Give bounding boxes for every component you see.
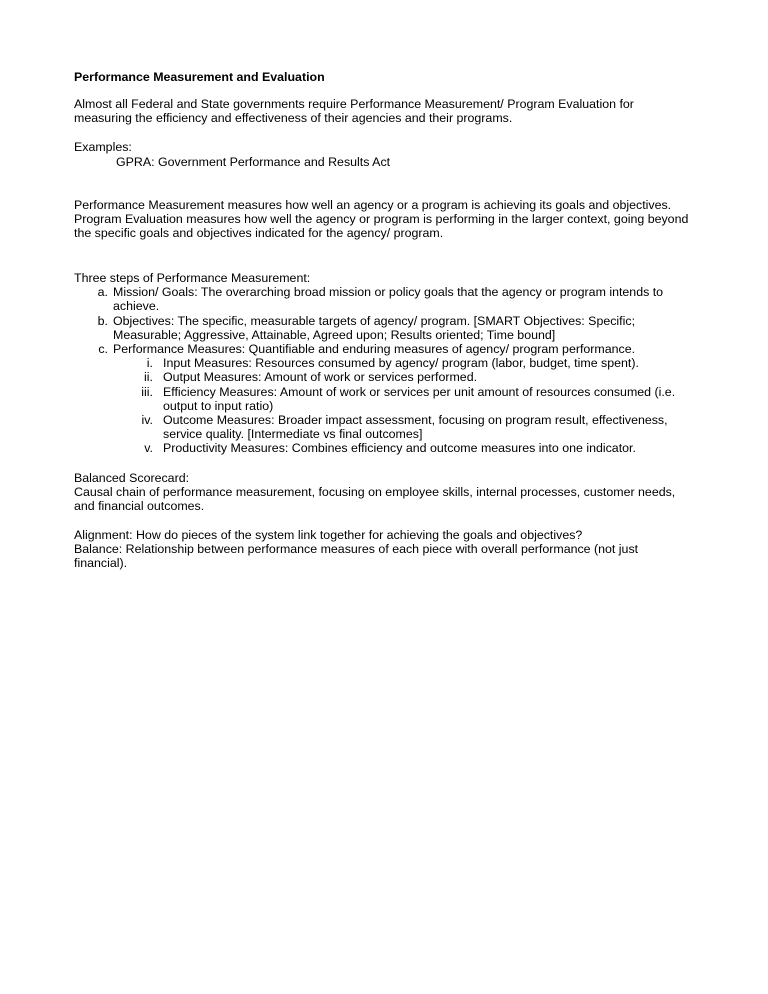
sub-list-item-text: service quality. [Intermediate vs final outcomes] bbox=[163, 427, 423, 442]
definition-line: the specific goals and objectives indicated for the agency/ program. bbox=[74, 226, 444, 241]
definitions-paragraph bbox=[74, 198, 714, 241]
document-title: Performance Measurement and Evaluation bbox=[74, 70, 325, 84]
list-marker: b. bbox=[97, 313, 108, 328]
examples-label: Examples: bbox=[74, 140, 132, 154]
alignment-line: Balance: Relationship between performance measures of each piece with overall performance (not just bbox=[74, 542, 639, 557]
list-marker: a. bbox=[97, 285, 108, 300]
steps-heading: Three steps of Performance Measurement: bbox=[74, 271, 311, 285]
sub-list-item bbox=[74, 441, 699, 455]
sub-list-item bbox=[74, 370, 699, 384]
intro-line: measuring the efficiency and effectiveness of their agencies and their programs. bbox=[74, 111, 513, 126]
sub-list-marker: iv. bbox=[141, 413, 153, 428]
list-marker: c. bbox=[98, 342, 108, 357]
sub-list-marker: i. bbox=[146, 356, 153, 371]
list-item-text: achieve. bbox=[113, 299, 160, 314]
sub-list-item bbox=[74, 356, 699, 370]
sub-list-item-text: Input Measures: Resources consumed by agency/ program (labor, budget, time spent). bbox=[163, 356, 639, 371]
balanced-scorecard-line: and financial outcomes. bbox=[74, 499, 205, 514]
sub-list-marker: v. bbox=[144, 441, 153, 456]
sub-list-item-text: Outcome Measures: Broader impact assessment, focusing on program result, effectiveness, bbox=[163, 413, 668, 428]
list-item-text: Objectives: The specific, measurable targets of agency/ program. [SMART Objectives: Specific; bbox=[113, 313, 636, 328]
list-item-text: Mission/ Goals: The overarching broad mission or policy goals that the agency or program intends to bbox=[113, 285, 664, 300]
sub-list-item-text: output to input ratio) bbox=[163, 398, 274, 413]
intro-paragraph bbox=[74, 97, 699, 125]
sub-list-item-text: Efficiency Measures: Amount of work or services per unit amount of resources consumed (i.e. bbox=[163, 384, 676, 399]
list-item-text: Measurable; Aggressive, Attainable, Agreed upon; Results oriented; Time bound] bbox=[113, 327, 556, 342]
list-item bbox=[74, 314, 699, 342]
list-item-text: Performance Measures: Quantifiable and enduring measures of agency/ program performance. bbox=[113, 342, 636, 357]
sub-list-marker: ii. bbox=[144, 370, 153, 385]
alignment-line: Alignment: How do pieces of the system link together for achieving the goals and objectives? bbox=[74, 528, 583, 542]
intro-line: Almost all Federal and State governments require Performance Measurement/ Program Evaluation for bbox=[74, 97, 634, 111]
sub-list-marker: iii. bbox=[141, 384, 153, 399]
sub-list-item bbox=[74, 385, 699, 413]
examples-item: GPRA: Government Performance and Results Act bbox=[116, 155, 391, 169]
alignment-line: financial). bbox=[74, 556, 128, 571]
balanced-scorecard-line: Causal chain of performance measurement, focusing on employee skills, internal processes, customer needs, bbox=[74, 485, 676, 500]
sub-list-item bbox=[74, 413, 699, 441]
list-item bbox=[74, 285, 699, 313]
steps-section bbox=[74, 271, 699, 456]
sub-list-item-text: Productivity Measures: Combines efficiency and outcome measures into one indicator. bbox=[163, 441, 636, 456]
definition-line: Performance Measurement measures how well an agency or a program is achieving its goals and objectives. bbox=[74, 198, 672, 212]
list-item bbox=[74, 342, 699, 356]
sub-list-item-text: Output Measures: Amount of work or services performed. bbox=[163, 370, 478, 385]
alignment-section bbox=[74, 528, 714, 571]
balanced-scorecard-heading: Balanced Scorecard: bbox=[74, 471, 190, 485]
definition-line: Program Evaluation measures how well the agency or program is performing in the larger context, going beyond bbox=[74, 212, 689, 227]
balanced-scorecard-section bbox=[74, 471, 714, 514]
